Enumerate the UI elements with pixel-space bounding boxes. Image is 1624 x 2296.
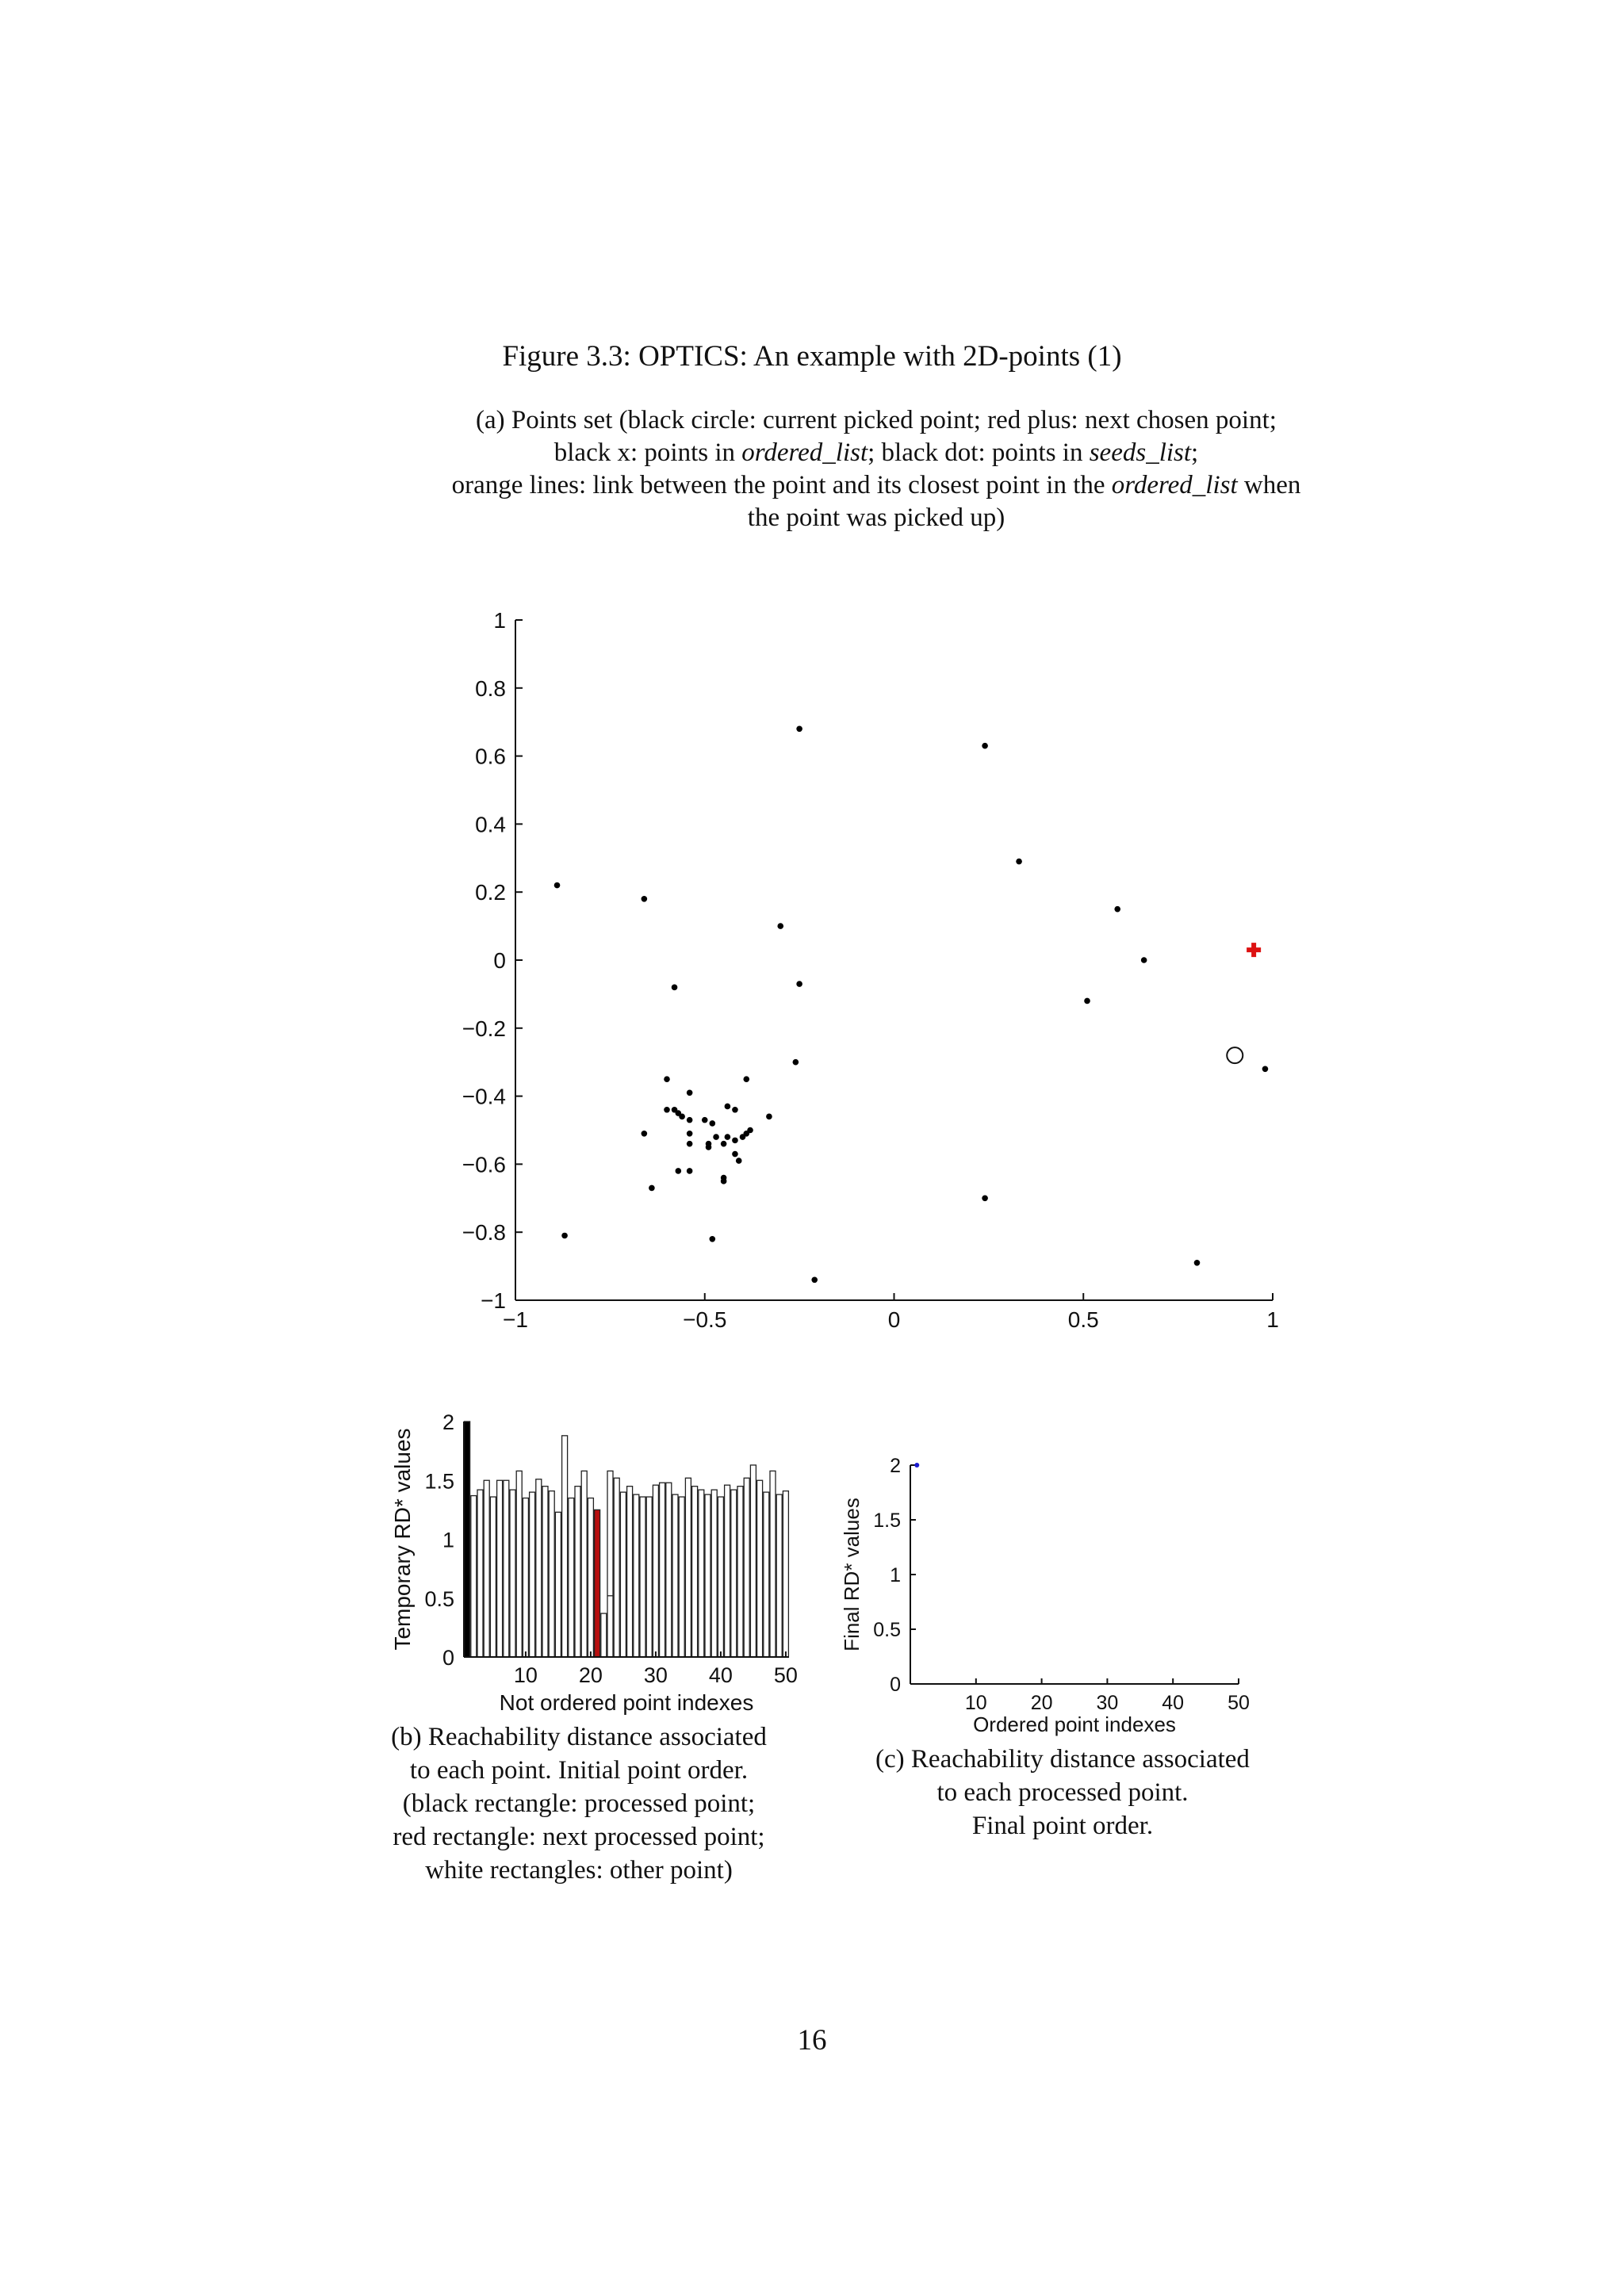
caption-a-line-4: the point was picked up) bbox=[747, 503, 1005, 532]
bar-other bbox=[490, 1497, 496, 1657]
seed-point bbox=[766, 1114, 772, 1120]
bar-chart-b bbox=[390, 1410, 798, 1715]
seed-point bbox=[676, 1168, 682, 1174]
seed-point bbox=[732, 1138, 738, 1144]
caption-a-text: orange lines: link between the point and its closest point in the bbox=[451, 471, 1112, 499]
bar-other bbox=[569, 1498, 574, 1657]
caption-b bbox=[373, 1720, 785, 1887]
seed-point bbox=[710, 1120, 716, 1127]
bar-other bbox=[672, 1494, 678, 1657]
x-tick-label: 50 bbox=[1228, 1692, 1250, 1714]
seed-point bbox=[561, 1233, 568, 1239]
seed-point bbox=[687, 1090, 693, 1096]
seed-point bbox=[554, 882, 561, 889]
y-tick-label: 0.8 bbox=[475, 675, 506, 701]
seed-point bbox=[736, 1158, 742, 1164]
seed-point bbox=[725, 1134, 731, 1140]
caption-a-term-ordered-list: ordered_list bbox=[1111, 471, 1238, 499]
figure-title: Figure 3.3: OPTICS: An example with 2D-points (1) bbox=[502, 340, 1122, 373]
bar-other bbox=[770, 1471, 776, 1657]
bar-other bbox=[750, 1465, 756, 1657]
caption-b-line-1: (b) Reachability distance associated bbox=[391, 1723, 767, 1751]
bar-next bbox=[595, 1510, 600, 1657]
caption-a-text: when bbox=[1237, 471, 1301, 499]
seed-point bbox=[1084, 998, 1090, 1004]
bar-other bbox=[634, 1494, 639, 1657]
bar-other bbox=[646, 1497, 652, 1657]
y-tick-label: 1 bbox=[493, 608, 506, 633]
seed-point bbox=[706, 1141, 712, 1147]
caption-a-term-seeds-list: seeds_list bbox=[1089, 438, 1192, 467]
caption-a-term-ordered-list: ordered_list bbox=[741, 438, 868, 467]
seed-point bbox=[743, 1076, 749, 1082]
seed-point bbox=[1194, 1260, 1201, 1266]
seed-point bbox=[796, 981, 802, 987]
x-tick-label: 20 bbox=[578, 1663, 603, 1687]
y-tick-label: 0 bbox=[493, 948, 506, 973]
x-tick-label: 30 bbox=[1096, 1692, 1119, 1714]
bar-other bbox=[718, 1497, 723, 1657]
seed-point bbox=[664, 1107, 670, 1113]
seed-point bbox=[679, 1114, 685, 1120]
y-axis-label: Temporary RD* values bbox=[390, 1428, 415, 1651]
bar-processed bbox=[465, 1422, 470, 1657]
bar-other bbox=[510, 1490, 515, 1657]
bar-other bbox=[607, 1471, 613, 1657]
caption-c-line-1: (c) Reachability distance associated bbox=[875, 1745, 1250, 1774]
y-tick-label: −0.8 bbox=[462, 1220, 506, 1246]
y-tick-label: 1 bbox=[890, 1564, 901, 1586]
seed-point bbox=[732, 1107, 738, 1113]
seed-point bbox=[672, 985, 678, 991]
bar-other bbox=[737, 1487, 743, 1657]
bar-other bbox=[640, 1497, 645, 1657]
y-axis-label: Final RD* values bbox=[840, 1498, 864, 1651]
bar-other bbox=[575, 1487, 580, 1657]
bar-other bbox=[530, 1492, 535, 1657]
y-tick-label: 0.2 bbox=[475, 880, 506, 905]
caption-c-line-3: Final point order. bbox=[971, 1812, 1154, 1840]
y-tick-label: 0.5 bbox=[873, 1619, 901, 1641]
bar-other bbox=[523, 1498, 528, 1657]
y-tick-label: −1 bbox=[481, 1288, 506, 1313]
seed-point bbox=[702, 1117, 708, 1123]
y-tick-label: 0.4 bbox=[475, 812, 506, 837]
caption-b-line-5: white rectangles: other point) bbox=[425, 1856, 733, 1885]
bar-other bbox=[542, 1487, 548, 1657]
bar-other bbox=[504, 1480, 509, 1657]
seed-point bbox=[982, 743, 988, 749]
bar-other bbox=[477, 1490, 483, 1657]
bar-other bbox=[620, 1492, 626, 1657]
y-tick-label: 0.6 bbox=[475, 744, 506, 769]
x-tick-label: 10 bbox=[964, 1692, 987, 1714]
bar-other bbox=[764, 1492, 769, 1657]
x-tick-label: 30 bbox=[643, 1663, 668, 1687]
page-number: 16 bbox=[797, 2024, 827, 2057]
y-tick-label: 0 bbox=[442, 1646, 454, 1670]
bar-other bbox=[497, 1480, 503, 1657]
y-tick-label: 0 bbox=[890, 1674, 901, 1696]
seed-point bbox=[811, 1276, 818, 1283]
x-tick-label: −1 bbox=[503, 1307, 528, 1332]
y-tick-label: 2 bbox=[890, 1455, 901, 1477]
bar-other bbox=[666, 1483, 672, 1657]
final-rd-chart-c bbox=[840, 1455, 1250, 1736]
bar-other bbox=[471, 1496, 477, 1657]
y-tick-label: 2 bbox=[442, 1410, 454, 1434]
x-tick-label: 40 bbox=[708, 1663, 733, 1687]
caption-c bbox=[833, 1743, 1293, 1843]
caption-b-line-3: (black rectangle: processed point; bbox=[402, 1789, 756, 1818]
bar-other bbox=[776, 1494, 782, 1657]
caption-a-line-1: (a) Points set (black circle: current picked point; red plus: next chosen point; bbox=[476, 406, 1277, 434]
caption-b-line-2: to each point. Initial point order. bbox=[409, 1756, 749, 1785]
seed-point bbox=[687, 1141, 693, 1147]
x-tick-label: 0 bbox=[887, 1307, 901, 1332]
bar-other bbox=[679, 1497, 684, 1657]
x-tick-label: 0.5 bbox=[1067, 1307, 1099, 1332]
bar-other bbox=[699, 1490, 704, 1657]
seed-point bbox=[725, 1104, 731, 1110]
seed-point bbox=[796, 725, 802, 732]
bar-other bbox=[731, 1490, 737, 1657]
seed-point bbox=[747, 1127, 753, 1134]
y-tick-label: 1.5 bbox=[873, 1510, 901, 1532]
bar-other bbox=[692, 1487, 698, 1657]
bar-other bbox=[660, 1483, 665, 1657]
y-tick-label: −0.6 bbox=[462, 1152, 506, 1177]
x-tick-label: −0.5 bbox=[683, 1307, 727, 1332]
x-tick-label: 50 bbox=[773, 1663, 798, 1687]
seed-point bbox=[1114, 906, 1120, 913]
seed-point bbox=[710, 1236, 716, 1242]
seed-point bbox=[777, 923, 783, 929]
seed-point bbox=[649, 1185, 655, 1192]
y-tick-label: −0.4 bbox=[462, 1084, 506, 1109]
seed-point bbox=[664, 1076, 670, 1082]
seed-point bbox=[740, 1134, 746, 1140]
y-tick-label: 1 bbox=[442, 1528, 454, 1552]
scatter-plot-a bbox=[462, 608, 1279, 1332]
caption-a-text: ; bbox=[1191, 438, 1199, 467]
bar-other bbox=[581, 1471, 587, 1657]
bar-other bbox=[601, 1613, 607, 1657]
bar-other bbox=[484, 1480, 489, 1657]
seed-point bbox=[793, 1059, 799, 1066]
seed-point bbox=[642, 1131, 648, 1137]
caption-c-line-2: to each processed point. bbox=[936, 1778, 1189, 1807]
bar-other bbox=[588, 1498, 593, 1657]
caption-b-line-4: red rectangle: next processed point; bbox=[393, 1823, 765, 1851]
y-tick-label: 1.5 bbox=[424, 1469, 454, 1494]
bar-other bbox=[516, 1471, 522, 1657]
bar-other bbox=[653, 1485, 658, 1657]
bar-other bbox=[685, 1478, 691, 1657]
seed-point bbox=[1016, 859, 1022, 865]
x-tick-label: 10 bbox=[513, 1663, 538, 1687]
final-rd-point bbox=[914, 1463, 919, 1468]
x-tick-label: 20 bbox=[1030, 1692, 1053, 1714]
x-axis-label: Ordered point indexes bbox=[973, 1712, 1176, 1736]
bar-other bbox=[705, 1494, 710, 1657]
y-tick-label: −0.2 bbox=[462, 1016, 506, 1041]
bar-other bbox=[725, 1485, 730, 1657]
x-axis-label: Not ordered point indexes bbox=[499, 1690, 754, 1715]
bar-other bbox=[627, 1487, 633, 1657]
next-chosen-point bbox=[1247, 943, 1261, 957]
seed-point bbox=[1262, 1066, 1269, 1072]
seed-point bbox=[1141, 957, 1147, 963]
bar-other bbox=[757, 1480, 763, 1657]
seed-point bbox=[982, 1196, 988, 1202]
caption-a-text: black x: points in bbox=[553, 438, 742, 467]
bar-other bbox=[711, 1490, 717, 1657]
seed-point bbox=[732, 1151, 738, 1158]
seed-point bbox=[687, 1117, 693, 1123]
bar-other bbox=[614, 1478, 619, 1657]
seed-point bbox=[713, 1134, 719, 1140]
current-picked-point bbox=[1227, 1047, 1243, 1063]
bar-other bbox=[562, 1436, 568, 1657]
x-tick-label: 1 bbox=[1266, 1307, 1279, 1332]
bar-other bbox=[783, 1491, 788, 1657]
bar-other bbox=[744, 1478, 749, 1657]
bar-other bbox=[536, 1479, 542, 1657]
seed-point bbox=[721, 1178, 727, 1184]
seed-point bbox=[687, 1131, 693, 1137]
caption-a-text: ; black dot: points in bbox=[868, 438, 1090, 467]
bar-other bbox=[549, 1491, 554, 1657]
y-tick-label: 0.5 bbox=[424, 1586, 454, 1611]
seed-point bbox=[721, 1141, 727, 1147]
seed-point bbox=[642, 896, 648, 902]
seed-point bbox=[687, 1168, 693, 1174]
x-tick-label: 40 bbox=[1162, 1692, 1185, 1714]
bar-other bbox=[555, 1512, 561, 1657]
